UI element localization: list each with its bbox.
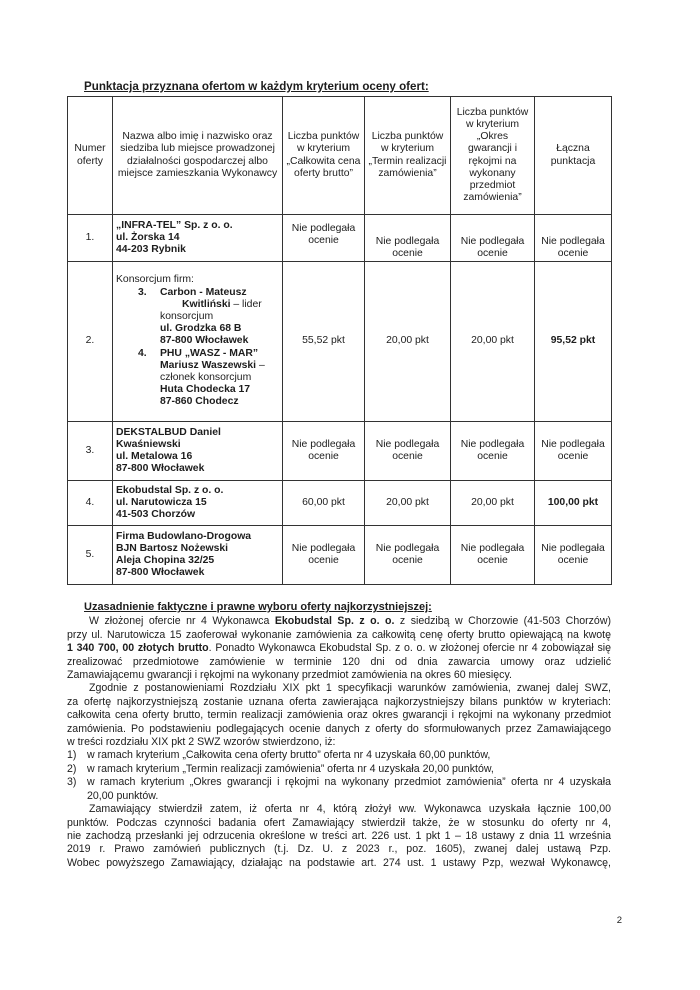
header-total-points: Łączna punktacja — [535, 97, 612, 215]
paragraph-line: 2019 r. Prawo zamówień publicznych (t.j. Dz. U. z 2023 r., poz. 1605), zwanej dalej ustawą Pzp. — [67, 843, 611, 856]
firm-line: ul. Żorska 14 — [116, 231, 180, 243]
total-points: Nie podlegała ocenie — [535, 422, 612, 481]
paragraph-line: nie zachodzą przesłanki jej odrzucenia określone w treści art. 226 ust. 1 pkt 1 – 18 ustawy z dnia 11 września — [67, 829, 611, 842]
warranty-points: 20,00 pkt — [451, 262, 535, 422]
list-item: 3) w ramach kryterium „Okres gwarancji i rękojmi na wykonany przedmiot zamówienia” oferta nr 4 uzyskała — [67, 776, 611, 789]
firm-line: ul. Metalowa 16 — [116, 451, 193, 462]
header-warranty-points: Liczba punktów w kryterium „Okres gwarancji i rękojmi na wykonany przedmiot zamówienia” — [451, 97, 535, 215]
firm-line: „INFRA-TEL” Sp. z o. o. — [116, 219, 233, 231]
table-header-row — [68, 97, 612, 215]
paragraph-line: W złożonej ofercie nr 4 Wykonawca Ekobudstal Sp. z o. o. z siedzibą w Chorzowie (41-503 Chorzów) — [89, 615, 611, 628]
paragraph-line: zamówienia. Po podstawieniu podlegających ocenie danych z oferty do sformułowanych przez Zamawiającego — [67, 722, 611, 735]
offer-number: 5. — [68, 526, 113, 585]
total-points: Nie podlegała ocenie — [535, 215, 612, 262]
member-name: Carbon - Mateusz — [160, 286, 247, 298]
consortium-label: Konsorcjum firm: — [116, 274, 194, 286]
contractor-cell — [113, 262, 283, 422]
term-points: Nie podlegała ocenie — [365, 215, 451, 262]
offer-number: 3. — [68, 422, 113, 481]
member-name: Kwitliński — [182, 298, 231, 310]
offer-number: 4. — [68, 481, 113, 526]
firm-line: ul. Narutowicza 15 — [116, 496, 207, 508]
paragraph-line: punktów. Podczas czynności badania ofert Zamawiający stwierdził także, że w stosunku do oferty nr 4, — [67, 816, 611, 829]
page-number: 2 — [616, 915, 622, 926]
member-role: członek konsorcjum — [160, 372, 252, 383]
member-address: ul. Grodzka 68 B — [160, 323, 242, 335]
paragraph-line: całkowita cena oferty brutto, termin realizacji zamówienia oraz okres gwarancji i rękojmi na wykonany przedmiot — [67, 709, 611, 722]
price-points: Nie podlegała ocenie — [283, 526, 365, 585]
table-row — [68, 481, 612, 526]
paragraph-line: Zamawiającemu gwarancji i rękojmi na wykonany przedmiot zamówienia na okres 60 miesięcy. — [67, 669, 512, 682]
warranty-points: Nie podlegała ocenie — [451, 215, 535, 262]
paragraph-line: przy ul. Narutowicza 15 zaoferował wykonanie zamówienia za całkowitą cenę oferty brutto opiewającą na kwotę — [67, 628, 611, 641]
total-points: Nie podlegała ocenie — [535, 526, 612, 585]
contractor-cell — [113, 215, 283, 262]
warranty-points: Nie podlegała ocenie — [451, 526, 535, 585]
contractor-cell — [113, 422, 283, 481]
member-number: 4. — [138, 347, 147, 359]
firm-line: Firma Budowlano-Drogowa — [116, 530, 252, 542]
term-points: Nie podlegała ocenie — [365, 526, 451, 585]
paragraph-line: Zamawiający stwierdził zatem, iż oferta nr 4, którą złożył ww. Wykonawca uzyskała łącznie 100,00 — [89, 803, 611, 816]
price-points: 60,00 pkt — [283, 481, 365, 526]
paragraph-line: 1 340 700, 00 złotych brutto. Ponadto Wykonawca Ekobudstal Sp. z o. o. w złożonej ofercie nr 4 zobowiązał się — [67, 642, 611, 655]
member-role: konsorcjum — [160, 310, 214, 322]
offer-number: 1. — [68, 215, 113, 262]
price-points: 55,52 pkt — [283, 262, 365, 422]
firm-line: 87-800 Włocławek — [116, 463, 205, 475]
member-name: PHU „WASZ - MAR” — [160, 347, 259, 359]
member-address: 87-860 Chodecz — [160, 396, 239, 408]
paragraph-line: Wobec powyższego Zamawiający, działając na podstawie art. 274 ust. 1 ustawy Pzp, wezwał Wykonawcę, — [67, 856, 611, 869]
table-row — [68, 215, 612, 262]
header-offer-number: Numer oferty — [68, 97, 113, 215]
member-role: – — [258, 359, 265, 371]
justification-title: Uzasadnienie faktyczne i prawne wyboru oferty najkorzystniejszej: — [84, 601, 432, 613]
section-heading: Punktacja przyznana ofertom w każdym kryterium oceny ofert: — [84, 80, 429, 93]
price-points: Nie podlegała ocenie — [283, 422, 365, 481]
paragraph-line: w treści rozdziału XIX pkt 2 SWZ wzorów stwierdzono, iż: — [67, 736, 336, 749]
term-points: 20,00 pkt — [365, 481, 451, 526]
table-row — [68, 262, 612, 422]
firm-line: 41-503 Chorzów — [116, 509, 196, 521]
list-item-continuation: 20,00 punktów. — [87, 789, 159, 802]
total-points: 100,00 pkt — [535, 481, 612, 526]
total-points: 95,52 pkt — [535, 262, 612, 422]
firm-line: DEKSTALBUD Daniel — [116, 426, 221, 438]
firm-line: BJN Bartosz Nożewski — [116, 542, 229, 554]
contractor-cell — [113, 481, 283, 526]
justification-section — [67, 601, 611, 870]
table-row — [68, 422, 612, 481]
list-item: 1) w ramach kryterium „Całkowita cena oferty brutto” oferta nr 4 uzyskała 60,00 punktów, — [67, 749, 491, 762]
term-points: 20,00 pkt — [365, 262, 451, 422]
firm-line: Kwaśniewski — [116, 438, 181, 450]
header-price-points: Liczba punktów w kryterium „Całkowita cena oferty brutto” — [283, 97, 365, 215]
offer-amount: 1 340 700, 00 złotych brutto — [67, 642, 209, 655]
paragraph-line: za ofertę najkorzystniejszą zostanie uznana oferta zawierająca najkorzystniejszy bilans punktów w kryteriach: — [67, 695, 611, 708]
contractor-name: Ekobudstal Sp. z o. o. — [274, 615, 395, 628]
scores-table — [67, 96, 612, 585]
header-term-points: Liczba punktów w kryterium „Termin realizacji zamówienia” — [365, 97, 451, 215]
member-role: – lider — [233, 298, 262, 310]
price-points: Nie podlegała ocenie — [283, 215, 365, 262]
term-points: Nie podlegała ocenie — [365, 422, 451, 481]
paragraph-line: zrealizować przedmiotowe zamówienie w terminie 120 dni od dnia zawarcia umowy oraz udzielić — [67, 655, 611, 668]
contractor-cell — [113, 526, 283, 585]
list-item: 2) w ramach kryterium „Termin realizacji zamówienia” oferta nr 4 uzyskała 20,00 punktów, — [67, 762, 494, 775]
table-row — [68, 526, 612, 585]
firm-line: Aleja Chopina 32/25 — [116, 555, 215, 566]
member-address: 87-800 Włocławek — [160, 335, 249, 347]
firm-line: Ekobudstal Sp. z o. o. — [116, 484, 224, 496]
warranty-points: Nie podlegała ocenie — [451, 422, 535, 481]
member-number: 3. — [138, 286, 147, 298]
warranty-points: 20,00 pkt — [451, 481, 535, 526]
member-name: Mariusz Waszewski — [160, 359, 257, 371]
paragraph-line: Zgodnie z postanowieniami Rozdziału XIX pkt 1 specyfikacji warunków zamówienia, zwanej dalej SWZ, — [89, 682, 611, 695]
firm-line: 87-800 Włocławek — [116, 567, 205, 579]
firm-line: 44-203 Rybnik — [116, 244, 186, 256]
member-address: Huta Chodecka 17 — [160, 384, 251, 396]
header-contractor: Nazwa albo imię i nazwisko oraz siedziba lub miejsce prowadzonej działalności gospodarczej albo miejsce zamieszkania Wykonawcy — [113, 97, 283, 215]
offer-number: 2. — [68, 262, 113, 422]
